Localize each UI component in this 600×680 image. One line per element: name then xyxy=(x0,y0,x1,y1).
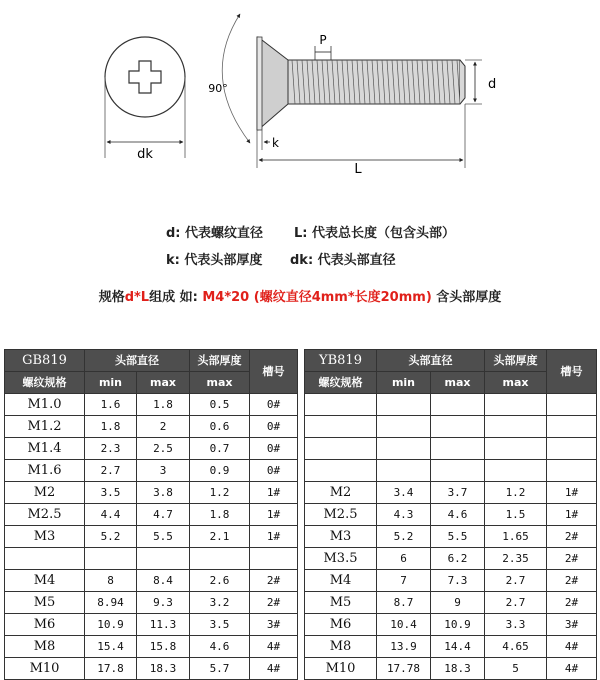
screw-dimension-diagram xyxy=(0,0,600,200)
dk-max-cell: 7.3 xyxy=(431,570,485,592)
groove-cell: 2# xyxy=(250,592,298,614)
k-max-cell: 3.2 xyxy=(190,592,250,614)
label-d: d xyxy=(488,77,497,92)
dk-max-cell: 6.2 xyxy=(431,548,485,570)
dk-max-cell: 1.8 xyxy=(137,394,190,416)
dk-min-cell: 2.7 xyxy=(85,460,137,482)
k-max-cell: 1.2 xyxy=(485,482,547,504)
label-angle: 90° xyxy=(208,82,228,95)
gb-head-thickness-header: 头部厚度 xyxy=(190,350,250,372)
size-cell: M5 xyxy=(305,592,377,614)
dk-min-cell: 8.7 xyxy=(377,592,431,614)
spec-example: M4*20 (螺纹直径4mm*长度20mm) xyxy=(202,290,432,305)
gb-dk-min-header: min xyxy=(85,372,137,394)
groove-cell: 0# xyxy=(250,460,298,482)
k-max-cell: 5 xyxy=(485,658,547,680)
table-row xyxy=(305,504,597,526)
dk-min-cell: 10.4 xyxy=(377,614,431,636)
groove-cell: 4# xyxy=(250,636,298,658)
size-cell xyxy=(305,438,377,460)
spec-formula: d*L xyxy=(124,290,150,305)
groove-cell: 2# xyxy=(547,548,597,570)
groove-cell: 0# xyxy=(250,416,298,438)
k-max-cell: 2.1 xyxy=(190,526,250,548)
size-cell xyxy=(305,416,377,438)
groove-cell: 2# xyxy=(547,592,597,614)
table-row xyxy=(5,416,298,438)
spec-suffix: 含头部厚度 xyxy=(431,290,502,305)
yb-thread-spec-header: 螺纹规格 xyxy=(305,372,377,394)
groove-cell: 1# xyxy=(250,504,298,526)
size-cell: M10 xyxy=(305,658,377,680)
size-cell: M2 xyxy=(5,482,85,504)
size-cell: M8 xyxy=(5,636,85,658)
legend-d: d: 代表螺纹直径 xyxy=(166,226,264,241)
size-cell: M1.4 xyxy=(5,438,85,460)
table-row xyxy=(5,636,298,658)
dk-min-cell xyxy=(377,438,431,460)
size-cell xyxy=(305,394,377,416)
size-cell xyxy=(305,460,377,482)
groove-cell: 1# xyxy=(547,482,597,504)
dk-min-cell: 6 xyxy=(377,548,431,570)
legend-dk: dk: 代表头部直径 xyxy=(290,253,396,268)
dk-min-cell xyxy=(85,548,137,570)
dk-max-cell: 4.6 xyxy=(431,504,485,526)
k-max-cell: 2.35 xyxy=(485,548,547,570)
groove-cell: 0# xyxy=(250,394,298,416)
table-row xyxy=(5,592,298,614)
legend-L: L: 代表总长度（包含头部） xyxy=(294,226,456,241)
size-cell: M2.5 xyxy=(5,504,85,526)
groove-cell: 4# xyxy=(547,658,597,680)
size-cell xyxy=(5,548,85,570)
groove-cell: 1# xyxy=(547,504,597,526)
dk-max-cell: 3 xyxy=(137,460,190,482)
yb-dk-min-header: min xyxy=(377,372,431,394)
dk-min-cell: 4.3 xyxy=(377,504,431,526)
k-max-cell: 1.2 xyxy=(190,482,250,504)
dk-max-cell: 18.3 xyxy=(431,658,485,680)
groove-cell xyxy=(547,394,597,416)
screw-head-top-view xyxy=(105,37,185,158)
k-max-cell xyxy=(485,460,547,482)
legend-k: k: 代表头部厚度 xyxy=(166,253,263,268)
dk-min-cell: 8 xyxy=(85,570,137,592)
dk-min-cell: 3.4 xyxy=(377,482,431,504)
yb-groove-header: 槽号 xyxy=(547,350,597,394)
size-cell: M2 xyxy=(305,482,377,504)
k-max-cell: 4.65 xyxy=(485,636,547,658)
dk-min-cell: 1.8 xyxy=(85,416,137,438)
table-row xyxy=(5,394,298,416)
dk-min-cell: 2.3 xyxy=(85,438,137,460)
table-row xyxy=(305,416,597,438)
groove-cell: 2# xyxy=(547,526,597,548)
dk-min-cell: 1.6 xyxy=(85,394,137,416)
table-row xyxy=(305,570,597,592)
table-row xyxy=(5,658,298,680)
label-dk: dk xyxy=(137,147,153,162)
size-cell: M4 xyxy=(305,570,377,592)
dk-max-cell xyxy=(431,438,485,460)
k-max-cell: 0.7 xyxy=(190,438,250,460)
groove-cell: 1# xyxy=(250,526,298,548)
size-cell: M1.0 xyxy=(5,394,85,416)
size-cell: M6 xyxy=(5,614,85,636)
dk-min-cell: 13.9 xyxy=(377,636,431,658)
dk-max-cell xyxy=(431,394,485,416)
dk-max-cell: 5.5 xyxy=(431,526,485,548)
table-row xyxy=(5,504,298,526)
spec-formula-line xyxy=(0,286,600,305)
dk-max-cell: 9 xyxy=(431,592,485,614)
yb819-spec-table xyxy=(304,349,597,680)
dk-min-cell: 10.9 xyxy=(85,614,137,636)
groove-cell: 2# xyxy=(547,570,597,592)
label-L: L xyxy=(354,162,362,177)
k-max-cell: 3.3 xyxy=(485,614,547,636)
spec-middle: 组成 如: xyxy=(149,290,203,305)
table-row xyxy=(305,526,597,548)
k-max-cell xyxy=(190,548,250,570)
dk-max-cell: 11.3 xyxy=(137,614,190,636)
dk-min-cell: 8.94 xyxy=(85,592,137,614)
size-cell: M1.2 xyxy=(5,416,85,438)
dk-max-cell xyxy=(431,416,485,438)
k-max-cell: 1.8 xyxy=(190,504,250,526)
k-max-cell: 1.5 xyxy=(485,504,547,526)
k-max-cell: 0.6 xyxy=(190,416,250,438)
size-cell: M8 xyxy=(305,636,377,658)
dk-min-cell: 17.78 xyxy=(377,658,431,680)
table-row xyxy=(305,460,597,482)
k-max-cell xyxy=(485,438,547,460)
gb-dk-max-header: max xyxy=(137,372,190,394)
dk-min-cell: 3.5 xyxy=(85,482,137,504)
dk-min-cell: 4.4 xyxy=(85,504,137,526)
table-row xyxy=(305,482,597,504)
dk-min-cell: 7 xyxy=(377,570,431,592)
groove-cell: 4# xyxy=(547,636,597,658)
dk-min-cell: 5.2 xyxy=(85,526,137,548)
table-row xyxy=(305,658,597,680)
label-p: P xyxy=(319,33,327,47)
size-cell: M6 xyxy=(305,614,377,636)
k-max-cell: 1.65 xyxy=(485,526,547,548)
dk-max-cell: 3.7 xyxy=(431,482,485,504)
spec-prefix: 规格 xyxy=(98,290,125,305)
table-row xyxy=(5,570,298,592)
dk-max-cell: 3.8 xyxy=(137,482,190,504)
dk-max-cell xyxy=(431,460,485,482)
k-max-cell: 0.5 xyxy=(190,394,250,416)
yb-head-thickness-header: 头部厚度 xyxy=(485,350,547,372)
dk-max-cell: 2.5 xyxy=(137,438,190,460)
dk-max-cell: 2 xyxy=(137,416,190,438)
dk-min-cell xyxy=(377,460,431,482)
groove-cell xyxy=(547,438,597,460)
size-cell: M3 xyxy=(5,526,85,548)
groove-cell: 3# xyxy=(547,614,597,636)
table-row xyxy=(5,482,298,504)
table-row xyxy=(5,614,298,636)
gb-k-max-header: max xyxy=(190,372,250,394)
k-max-cell: 4.6 xyxy=(190,636,250,658)
table-row xyxy=(305,592,597,614)
table-row xyxy=(305,394,597,416)
gb-groove-header: 槽号 xyxy=(250,350,298,394)
yb-k-max-header: max xyxy=(485,372,547,394)
k-max-cell xyxy=(485,416,547,438)
dk-max-cell: 10.9 xyxy=(431,614,485,636)
dk-max-cell: 8.4 xyxy=(137,570,190,592)
gb819-spec-table xyxy=(4,349,298,680)
groove-cell: 0# xyxy=(250,438,298,460)
dk-max-cell: 18.3 xyxy=(137,658,190,680)
k-max-cell: 5.7 xyxy=(190,658,250,680)
k-max-cell xyxy=(485,394,547,416)
groove-cell xyxy=(547,416,597,438)
gb-thread-spec-header: 螺纹规格 xyxy=(5,372,85,394)
dk-min-cell: 17.8 xyxy=(85,658,137,680)
groove-cell: 1# xyxy=(250,482,298,504)
dk-max-cell: 5.5 xyxy=(137,526,190,548)
groove-cell: 4# xyxy=(250,658,298,680)
table-row xyxy=(305,636,597,658)
table-row xyxy=(5,460,298,482)
dk-max-cell: 9.3 xyxy=(137,592,190,614)
size-cell: M5 xyxy=(5,592,85,614)
table-row xyxy=(5,548,298,570)
k-max-cell: 0.9 xyxy=(190,460,250,482)
dk-min-cell xyxy=(377,416,431,438)
table-row xyxy=(305,438,597,460)
table-row xyxy=(5,438,298,460)
size-cell: M4 xyxy=(5,570,85,592)
table-row xyxy=(305,614,597,636)
size-cell: M1.6 xyxy=(5,460,85,482)
size-cell: M2.5 xyxy=(305,504,377,526)
label-k: k xyxy=(272,136,279,150)
yb-head-diameter-header: 头部直径 xyxy=(377,350,485,372)
k-max-cell: 2.7 xyxy=(485,592,547,614)
yb-standard-header: YB819 xyxy=(305,350,377,372)
size-cell: M10 xyxy=(5,658,85,680)
k-max-cell: 2.6 xyxy=(190,570,250,592)
screw-side-view xyxy=(222,14,482,168)
groove-cell xyxy=(250,548,298,570)
dk-min-cell xyxy=(377,394,431,416)
size-cell: M3.5 xyxy=(305,548,377,570)
k-max-cell: 2.7 xyxy=(485,570,547,592)
yb-dk-max-header: max xyxy=(431,372,485,394)
gb-standard-header: GB819 xyxy=(5,350,85,372)
k-max-cell: 3.5 xyxy=(190,614,250,636)
gb-head-diameter-header: 头部直径 xyxy=(85,350,190,372)
size-cell: M3 xyxy=(305,526,377,548)
groove-cell xyxy=(547,460,597,482)
groove-cell: 2# xyxy=(250,570,298,592)
groove-cell: 3# xyxy=(250,614,298,636)
table-row xyxy=(305,548,597,570)
dk-min-cell: 5.2 xyxy=(377,526,431,548)
dk-min-cell: 15.4 xyxy=(85,636,137,658)
dk-max-cell: 15.8 xyxy=(137,636,190,658)
dk-max-cell xyxy=(137,548,190,570)
dk-max-cell: 4.7 xyxy=(137,504,190,526)
table-row xyxy=(5,526,298,548)
dk-max-cell: 14.4 xyxy=(431,636,485,658)
